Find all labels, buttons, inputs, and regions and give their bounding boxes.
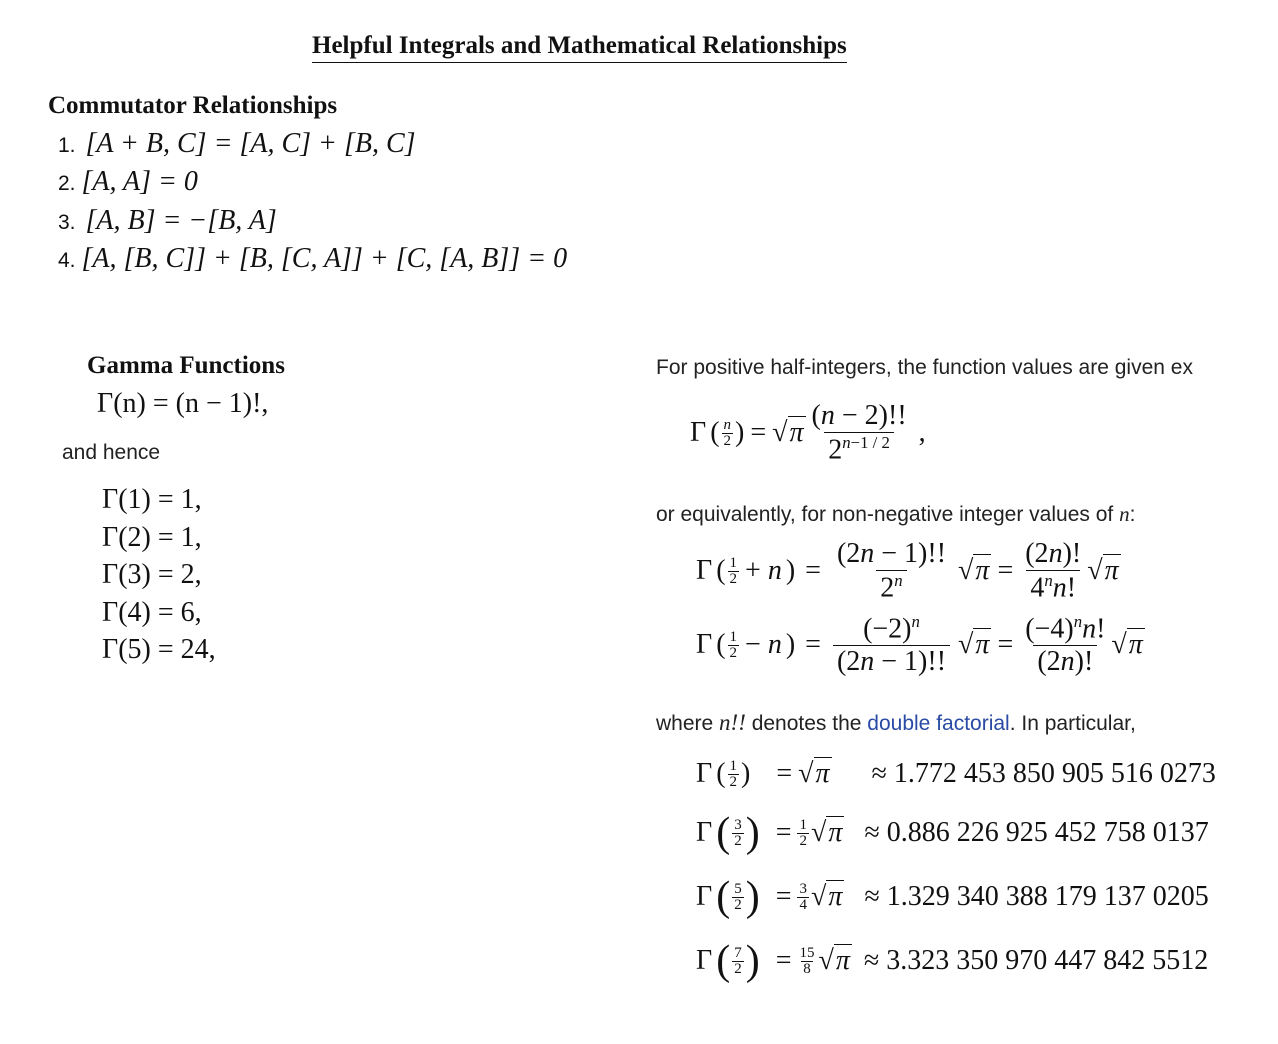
formula-gamma-half-plus-n: Γ ( 1 2 + n ) = $\frac{(2n - 1)!!}{2^n}$ √π = $\frac{(2n)!}{4^nn!}$ √π: [696, 538, 1119, 604]
gamma-value: Γ(5) = 24,: [102, 634, 216, 665]
commutator-item: 2. [A, A] = 0: [58, 166, 198, 197]
half-integer-panel: [656, 340, 1236, 1040]
formula-gamma-n-over-2: Γ ( n 2 ) = √π $\frac{(n - 2)!!}{2^{n-1 / 2}}$ ,: [690, 400, 926, 466]
approx-row: Γ ( 3 2 ) = $\frac{1}{2}$ √π ≈ 0.886 226 925 452 758 0137: [696, 810, 1209, 856]
half-integer-intro: For positive half-integers, the function values are given ex: [656, 356, 1193, 379]
double-factorial-link[interactable]: double factorial: [867, 712, 1010, 735]
equivalently-text: or equivalently, for non-negative integer values of n:: [656, 502, 1136, 526]
commutator-heading: Commutator Relationships: [48, 92, 338, 119]
gamma-value: Γ(1) = 1,: [102, 484, 202, 515]
commutator-item: 1. [A + B, C] = [A, C] + [B, C]: [58, 128, 416, 159]
page-title: Helpful Integrals and Mathematical Relationships: [312, 32, 847, 63]
approx-row: Γ ( 5 2 ) = $\frac{3}{4}$ √π ≈ 1.329 340 388 179 137 0205: [696, 874, 1209, 920]
commutator-item: 4. [A, [B, C]] + [B, [C, A]] + [C, [A, B]] = 0: [58, 243, 568, 274]
formula-gamma-half-minus-n: Γ ( 1 2 − n ) = $\frac{(-2)^n}{(2n - 1)!!}$ √π = $\frac{(-4)^nn!}{(2n)!}$ √π: [696, 612, 1143, 678]
gamma-value: Γ(4) = 6,: [102, 597, 202, 628]
double-factorial-text: where n!! denotes the double factorial. In particular,: [656, 710, 1136, 735]
approx-row: Γ ( 7 2 ) = $\frac{15}{8}$ √π ≈ 3.323 350 970 447 842 5512: [696, 938, 1209, 984]
and-hence-text: and hence: [62, 441, 161, 464]
approx-row: Γ ( 1 2 ) = √π ≈ 1.772 453 850 905 516 0273: [696, 757, 1216, 790]
gamma-value: Γ(2) = 1,: [102, 522, 202, 553]
commutator-item: 3. [A, B] = −[B, A]: [58, 205, 277, 236]
gamma-value: Γ(3) = 2,: [102, 559, 202, 590]
gamma-definition: Γ(n) = (n − 1)!,: [97, 388, 269, 419]
gamma-heading: Gamma Functions: [87, 352, 285, 379]
